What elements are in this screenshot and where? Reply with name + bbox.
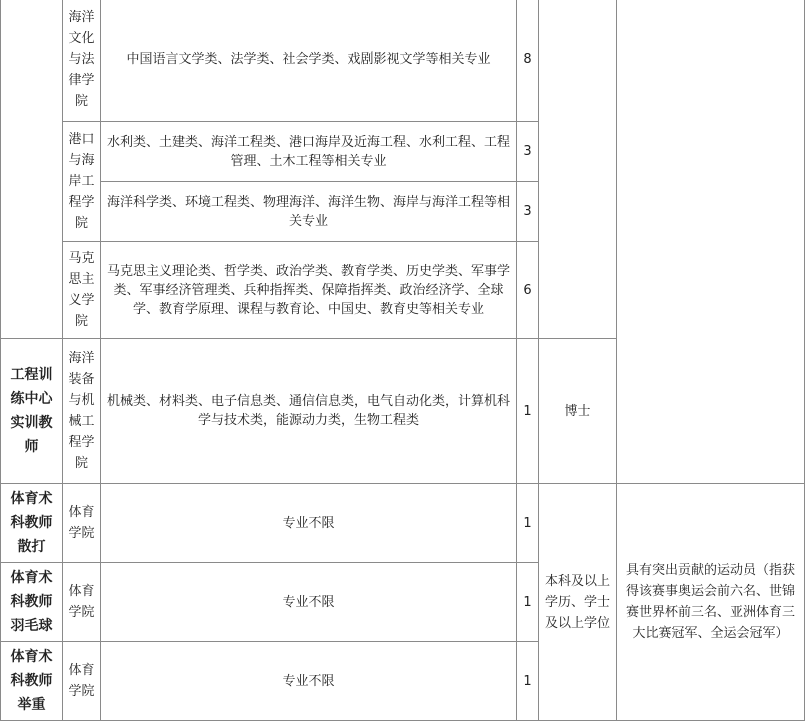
post-cell: 体育术科教师散打 bbox=[1, 484, 63, 563]
sports-degree-cell: 本科及以上学历、学士及以上学位 bbox=[539, 484, 617, 721]
college-cell: 体育学院 bbox=[63, 484, 101, 563]
college-cell: 海洋装备与机械工程学院 bbox=[63, 339, 101, 484]
college-cell: 体育学院 bbox=[63, 642, 101, 721]
count-cell: 3 bbox=[517, 182, 539, 242]
major-cell: 水利类、土建类、海洋工程类、港口海岸及近海工程、水利工程、工程管理、土木工程等相关专业 bbox=[101, 122, 517, 182]
count-cell: 1 bbox=[517, 339, 539, 484]
major-cell: 机械类、材料类、电子信息类、通信信息类，电气自动化类，计算机科学与技术类，能源动力类，生物工程类 bbox=[101, 339, 517, 484]
major-cell: 专业不限 bbox=[101, 563, 517, 642]
major-cell: 海洋科学类、环境工程类、物理海洋、海洋生物、海岸与海洋工程等相关专业 bbox=[101, 182, 517, 242]
table-row bbox=[1, 484, 805, 563]
count-cell: 3 bbox=[517, 122, 539, 182]
sports-other-cell: 具有突出贡献的运动员（指获得该赛事奥运会前六名、世锦赛世界杯前三名、亚洲体育三大比赛冠军、全运会冠军） bbox=[617, 484, 805, 721]
table-row bbox=[1, 0, 805, 122]
major-cell: 专业不限 bbox=[101, 484, 517, 563]
major-cell: 中国语言文学类、法学类、社会学类、戏剧影视文学等相关专业 bbox=[101, 0, 517, 122]
major-cell: 马克思主义理论类、哲学类、政治学类、教育学类、历史学类、军事学类、军事经济管理类、兵种指挥类、保障指挥类、政治经济学、全球学、教育学原理、课程与教育论、中国史、教育史等相关专业 bbox=[101, 242, 517, 339]
other-cell bbox=[617, 0, 805, 484]
post-cell: 工程训练中心实训教师 bbox=[1, 339, 63, 484]
major-cell: 专业不限 bbox=[101, 642, 517, 721]
college-cell: 港口与海岸工程学院 bbox=[63, 122, 101, 242]
degree-cell bbox=[539, 0, 617, 339]
college-cell: 海洋文化与法律学院 bbox=[63, 0, 101, 122]
count-cell: 1 bbox=[517, 484, 539, 563]
count-cell: 1 bbox=[517, 642, 539, 721]
post-cell: 体育术科教师羽毛球 bbox=[1, 563, 63, 642]
count-cell: 1 bbox=[517, 563, 539, 642]
degree-cell: 博士 bbox=[539, 339, 617, 484]
post-cell: 体育术科教师举重 bbox=[1, 642, 63, 721]
post-cell bbox=[1, 0, 63, 339]
college-cell: 马克思主义学院 bbox=[63, 242, 101, 339]
count-cell: 6 bbox=[517, 242, 539, 339]
college-cell: 体育学院 bbox=[63, 563, 101, 642]
count-cell: 8 bbox=[517, 0, 539, 122]
